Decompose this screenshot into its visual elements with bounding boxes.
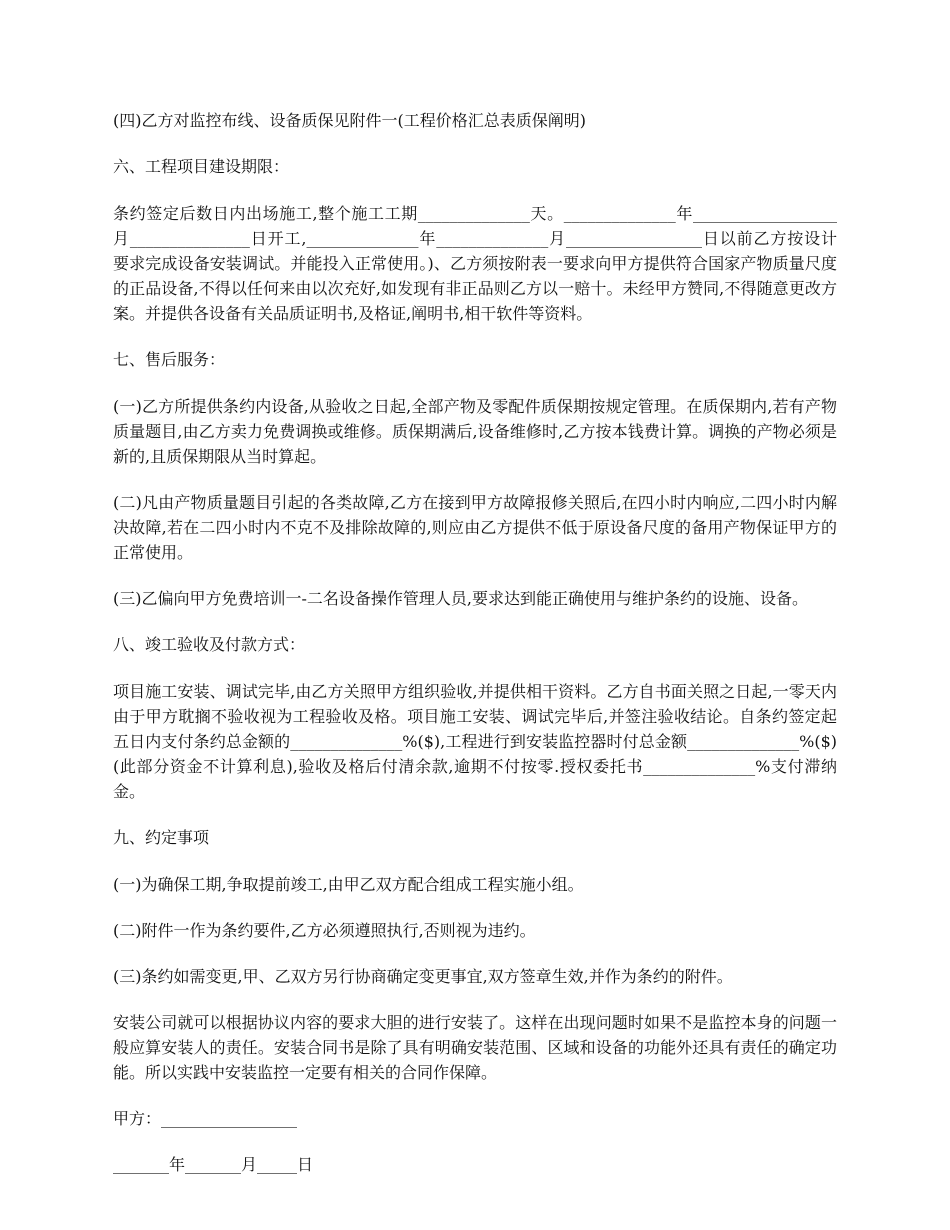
closing-paragraph: 安装公司就可以根据协议内容的要求大胆的进行安装了。这样在出现问题时如果不是监控本身的问题一般应算安装人的责任。安装合同书是除了具有明确安装范围、区域和设备的功能外还具有责任的确定功能。所以实践中安装监控一定要有相关的合同作保障。 <box>113 1013 837 1082</box>
after-sales-clause-2: (二)凡由产物质量题目引起的各类故障,乙方在接到甲方故障报修关照后,在四小时内响应,二四小时内解决故障,若在二四小时内不克不及排除故障的,则应由乙方提供不低于原设备尺度的备用产物保证甲方的正常使用。 <box>113 493 837 562</box>
construction-period-paragraph: 条约签定后数日内出场施工,整个施工工期______________天。______________年__________________月_______________日开工,______________年______________月_________________日以前乙方按设计要求完成设备安装调试。并能投入正常使用。)、乙方须按附表一要求向甲方提供符合国家产物质量尺度的正品设备,不得以任何来由以次充好,如发现有非正品则乙方以一赔十。未经甲方赞同,不得随意更改方案。并提供各设备有关品质证明书,及格证,阐明书,相干软件等资料。 <box>113 204 837 323</box>
agreement-clause-3: (三)条约如需变更,甲、乙双方另行协商确定变更事宜,双方签章生效,并作为条约的附件。 <box>113 967 733 986</box>
section-heading-9: 九、约定事项 <box>113 828 210 847</box>
party-a-signature-line: 甲方：_________________ <box>113 1109 298 1128</box>
after-sales-clause-3: (三)乙偏向甲方免费培训一-二名设备操作管理人员,要求达到能正确使用与维护条约的设施、设备。 <box>113 589 808 608</box>
agreement-clause-2: (二)附件一作为条约要件,乙方必须遵照执行,否则视为违约。 <box>113 921 536 940</box>
signature-date-line: _______年_______月_____日 <box>113 1155 314 1174</box>
section-heading-7: 七、售后服务： <box>113 350 226 369</box>
agreement-clause-1: (一)为确保工期,争取提前竣工,由甲乙双方配合组成工程实施小组。 <box>113 875 584 894</box>
document-page <box>113 108 837 1198</box>
section-heading-6: 六、工程项目建设期限： <box>113 157 290 176</box>
section-heading-8: 八、竣工验收及付款方式： <box>113 635 306 654</box>
acceptance-payment-paragraph: 项目施工安装、调试完毕,由乙方关照甲方组织验收,并提供相干资料。乙方自书面关照之日起,一零天内由于甲方耽搁不验收视为工程验收及格。项目施工安装、调试完毕后,并签注验收结论。自条约签定起五日内支付条约总金额的______________%($),工程进行到安装监控器时付总金额______________%($)(此部分资金不计算利息),验收及格后付清余款,逾期不付按零.授权委托书______________%支付滞纳金。 <box>113 682 837 801</box>
after-sales-clause-1: (一)乙方所提供条约内设备,从验收之日起,全部产物及零配件质保期按规定管理。在质保期内,若有产物质量题目,由乙方卖力免费调换或维修。质保期满后,设备维修时,乙方按本钱费计算。调换的产物必须是新的,且质保期限从当时算起。 <box>113 397 837 466</box>
warranty-clause-4: (四)乙方对监控布线、设备质保见附件一(工程价格汇总表质保阐明) <box>113 111 586 130</box>
